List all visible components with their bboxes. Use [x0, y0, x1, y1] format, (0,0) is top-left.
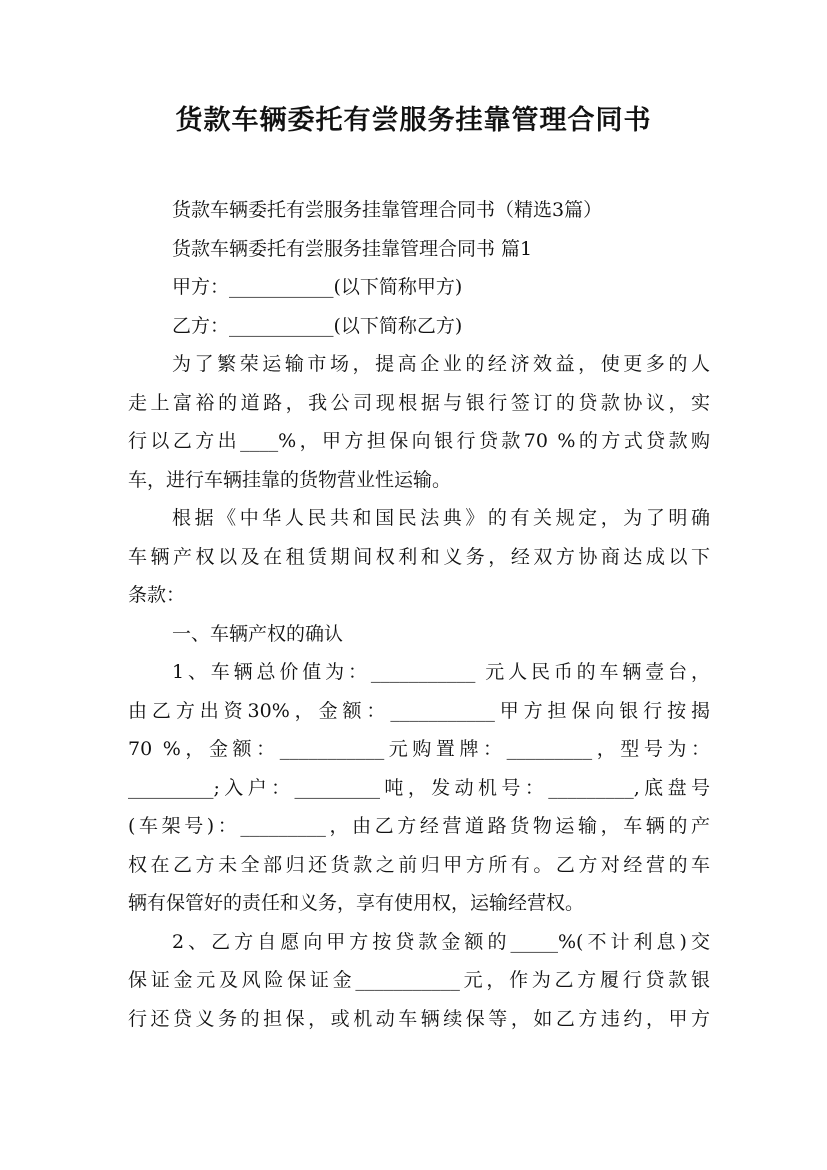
paragraph-line: 行还贷义务的担保，或机动车辆续保等，如乙方违约，甲方	[128, 1007, 710, 1030]
paragraph-line: 车，进行车辆挂靠的货物营业性运输。	[128, 468, 452, 491]
paragraph-line: 根据《中华人民共和国民法典》的有关规定，为了明确	[172, 507, 710, 529]
paragraph-line: 权在乙方未全部归还货款之前归甲方所有。乙方对经营的车	[128, 853, 710, 876]
paragraph-line: 70 %，金额：___________元购置牌：_________，型号为：	[128, 738, 710, 760]
paragraph-line: 辆有保管好的责任和义务，享有使用权，运输经营权。	[128, 892, 585, 914]
paragraph-line: 条款：	[128, 584, 186, 606]
paragraph-line: 走上富裕的道路，我公司现根据与银行签订的贷款协议，实	[128, 391, 710, 414]
subtitle-line: 货款车辆委托有尝服务挂靠管理合同书（精选3篇）	[172, 199, 603, 221]
document-title: 货款车辆委托有尝服务挂靠管理合同书	[175, 105, 652, 136]
paragraph-line: 车辆产权以及在租赁期间权利和义务，经双方协商达成以下	[128, 545, 710, 568]
paragraph-line: (车架号)：_________，由乙方经营道路货物运输，车辆的产	[128, 815, 710, 837]
section-heading: 货款车辆委托有尝服务挂靠管理合同书 篇1	[172, 237, 533, 260]
paragraph-line: 行以乙方出____%，甲方担保向银行贷款70 %的方式贷款购	[128, 430, 710, 452]
paragraph-line: 1、车辆总价值为：___________ 元人民币的车辆壹台，	[172, 661, 710, 683]
document-body	[128, 191, 710, 1038]
paragraph-line: _________;入户：_________吨，发动机号：_________,底盘号	[128, 776, 710, 799]
paragraph-line: 为了繁荣运输市场，提高企业的经济效益，使更多的人	[172, 353, 710, 375]
paragraph-line: 保证金元及风险保证金___________元，作为乙方履行贷款银	[128, 969, 710, 991]
party-a-line: 甲方：___________(以下简称甲方)	[172, 276, 463, 298]
party-b-line: 乙方：___________(以下简称乙方)	[172, 314, 463, 337]
clause-heading: 一、车辆产权的确认	[172, 622, 344, 645]
paragraph-line: 由乙方出资30%，金额：___________甲方担保向银行按揭	[128, 699, 710, 722]
paragraph-line: 2、乙方自愿向甲方按贷款金额的_____%(不计利息)交	[172, 930, 710, 953]
